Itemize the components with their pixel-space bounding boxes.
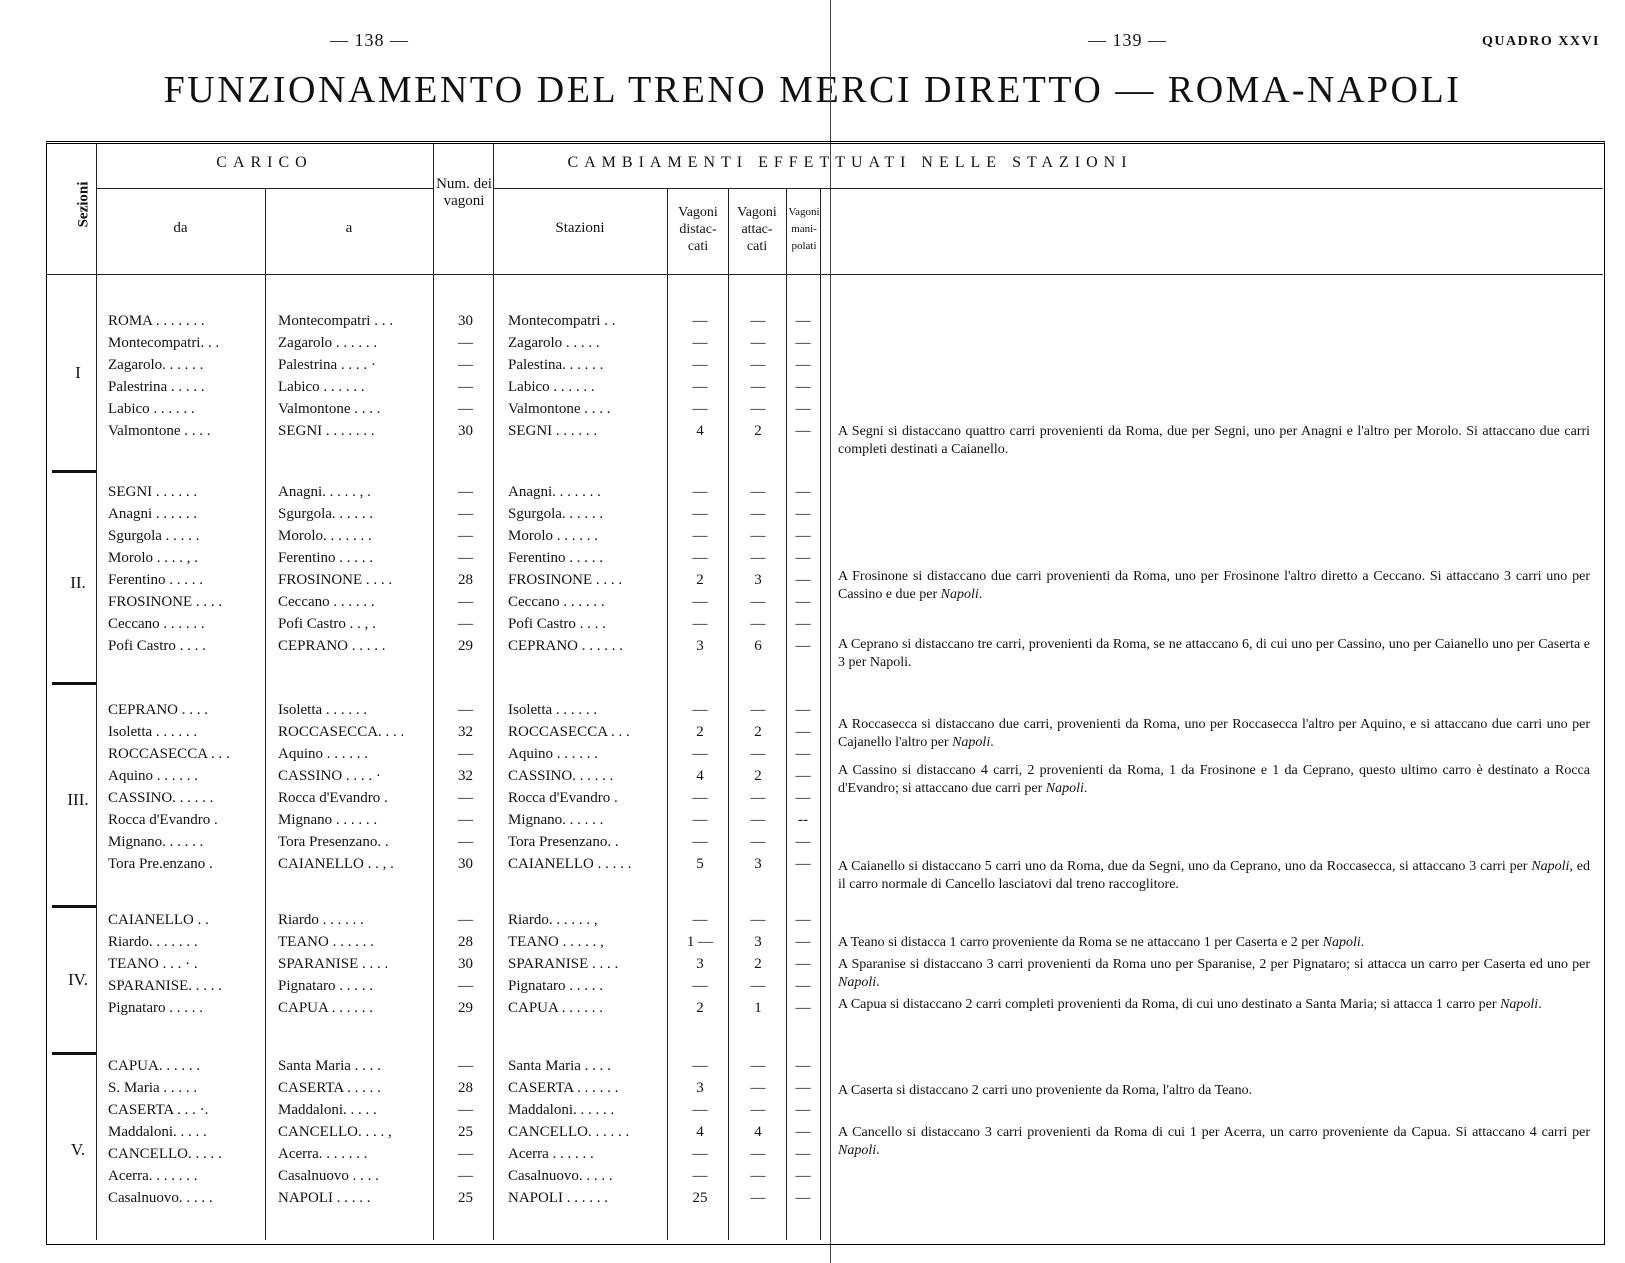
vagoni-attaccati-header: Vagoni attac- cati: [737, 205, 777, 254]
table-row: ROCCASECCA . . . Aquino . . . . . . — Aquino . . . . . . — — —: [108, 746, 811, 762]
table-row: Maddaloni. . . . . CANCELLO. . . . , 25 CANCELLO. . . . . . 4 4 —: [108, 1124, 811, 1140]
table-row: CEPRANO . . . . Isoletta . . . . . . — Isoletta . . . . . . — — —: [108, 702, 811, 718]
section-divider: [52, 682, 96, 685]
section-divider: [52, 1052, 96, 1055]
note-cassino: A Cassino si distaccano 4 carri, 2 provenienti da Roma, 1 da Frosinone e 1 da Ceprano, questo ultimo carro è destinato a Rocca d'Evandro; si attaccano due carri per Napoli.: [838, 763, 1590, 796]
table-row: Pofi Castro . . . . CEPRANO . . . . . 29 CEPRANO . . . . . . 3 6 —: [108, 638, 811, 654]
table-row: Montecompatri. . . Zagarolo . . . . . . — Zagarolo . . . . . — — —: [108, 335, 811, 351]
table-row: Morolo . . . . , . Ferentino . . . . . — Ferentino . . . . . — — —: [108, 550, 811, 566]
sezioni-header: Sezioni: [75, 181, 92, 228]
note-caserta: A Caserta si distaccano 2 carri uno proveniente da Roma, l'altro da Teano.: [838, 1083, 1253, 1098]
table-row: Riardo. . . . . . . TEANO . . . . . . 28 TEANO . . . . . , 1 — 3 —: [108, 934, 811, 950]
note-ceprano: A Ceprano si distaccano tre carri, provenienti da Roma, se ne attaccano 6, di cui uno per Cassino, uno per Caianello uno per Caserta e 3 per Napoli.: [838, 637, 1590, 670]
note-teano: A Teano si distacca 1 carro proveniente da Roma se ne attaccano 1 per Caserta e 2 per Napoli.: [838, 935, 1365, 950]
section-label: III.: [67, 790, 89, 809]
table-row: SEGNI . . . . . . Anagni. . . . . , . — Anagni. . . . . . . — — —: [108, 484, 811, 500]
quadro-label: QUADRO XXVI: [1482, 34, 1600, 49]
section-label: V.: [70, 1140, 86, 1159]
note-sparanise: A Sparanise si distaccano 3 carri provenienti da Roma uno per Sparanise, 2 per Pignataro; si attacca un carro per Caserta ed uno per Napoli.: [838, 957, 1590, 990]
cambiamenti-underline: [493, 188, 1603, 189]
note-roccasecca: A Roccasecca si distaccano due carri, provenienti da Roma, uno per Roccasecca l'altro per Aquino, e si attaccano due carri uno per Cajanello l'altro per Napoli.: [838, 717, 1590, 750]
table-row: Sgurgola . . . . . Morolo. . . . . . . — Morolo . . . . . . — — —: [108, 528, 811, 544]
num-vagoni-header: Num. dei vagoni: [436, 176, 492, 209]
vagoni-distaccati-header: Vagoni distac- cati: [678, 205, 718, 254]
table-row: Casalnuovo. . . . . NAPOLI . . . . . 25 NAPOLI . . . . . . 25 — —: [108, 1190, 811, 1206]
table-row: CAPUA. . . . . . Santa Maria . . . . — Santa Maria . . . . — — —: [108, 1058, 811, 1074]
stazioni-header: Stazioni: [555, 220, 605, 236]
right-page-number: — 139 —: [1088, 30, 1167, 50]
carico-underline: [96, 188, 433, 189]
note-frosinone: A Frosinone si distaccano due carri provenienti da Roma, uno per Frosinone l'altro diretto a Ceccano. Si attaccano 3 carri uno per Cassino e due per Napoli.: [838, 569, 1590, 602]
left-page-number: — 138 —: [330, 30, 409, 50]
table-row: ROMA . . . . . . . Montecompatri . . . 30 Montecompatri . . — — —: [108, 313, 811, 329]
carico-header: CARICO: [216, 154, 313, 171]
cambiamenti-header: CAMBIAMENTI EFFETTUATI NELLE STAZIONI: [567, 154, 1133, 171]
note-capua: A Capua si distaccano 2 carri completi provenienti da Roma, di cui uno destinato a Santa Maria; si attacca 1 carro per Napoli.: [838, 997, 1542, 1012]
table-row: Labico . . . . . . Valmontone . . . . — Valmontone . . . . — — —: [108, 401, 811, 417]
table-row: Anagni . . . . . . Sgurgola. . . . . . — Sgurgola. . . . . . — — —: [108, 506, 811, 522]
table-row: S. Maria . . . . . CASERTA . . . . . 28 CASERTA . . . . . . 3 — —: [108, 1080, 811, 1096]
table-row: FROSINONE . . . . Ceccano . . . . . . — Ceccano . . . . . . — — —: [108, 594, 811, 610]
section-label: II.: [70, 573, 86, 592]
table-row: SPARANISE. . . . . Pignataro . . . . . — Pignataro . . . . . — — —: [108, 978, 811, 994]
section-label: I: [75, 363, 81, 382]
table-row: Zagarolo. . . . . . Palestrina . . . . · — Palestina. . . . . . — — —: [108, 357, 811, 373]
da-header: da: [173, 220, 188, 236]
table-row: CAIANELLO . . Riardo . . . . . . — Riardo. . . . . . , — — —: [108, 912, 811, 928]
section-divider: [52, 470, 96, 473]
note-caianello: A Caianello si distaccano 5 carri uno da Roma, due da Segni, uno da Ceprano, uno da Roccasecca, si attaccano 3 carri per Napoli, ed il carro normale di Cancello lasciatovi dal treno raccoglitore.: [838, 859, 1591, 892]
table-row: CASSINO. . . . . . Rocca d'Evandro . — Rocca d'Evandro . — — —: [108, 790, 811, 806]
note-segni: A Segni si distaccano quattro carri provenienti da Roma, due per Segni, uno per Anagni e l'altro per Morolo. Si attaccano due carri completi destinati a Caianello.: [838, 424, 1590, 457]
table-row: Pignataro . . . . . CAPUA . . . . . . 29 CAPUA . . . . . . 2 1 —: [108, 1000, 811, 1016]
table-row: Mignano. . . . . . Tora Presenzano. . — Tora Presenzano. . — — —: [108, 834, 811, 850]
section-divider: [52, 905, 96, 908]
table-row: Aquino . . . . . . CASSINO . . . . · 32 CASSINO. . . . . . 4 2 —: [108, 768, 811, 784]
note-cancello: A Cancello si distaccano 3 carri provenienti da Roma di cui 1 per Acerra, un carro proveniente da Capua. Si attaccano 4 carri per Napoli.: [838, 1125, 1590, 1158]
table-row: Acerra. . . . . . . Casalnuovo . . . . — Casalnuovo. . . . . — — —: [108, 1168, 811, 1184]
a-header: a: [345, 220, 353, 236]
table-row: Ferentino . . . . . FROSINONE . . . . 28 FROSINONE . . . . 2 3 —: [108, 572, 811, 588]
table-row: Palestrina . . . . . Labico . . . . . . — Labico . . . . . . — — —: [108, 379, 811, 395]
vagoni-manipolati-header: Vagoni mani- polati: [788, 206, 820, 252]
table-row: Tora Pre.enzano . CAIANELLO . . , . 30 CAIANELLO . . . . . 5 3 —: [108, 856, 811, 872]
table-row: Isoletta . . . . . . ROCCASECCA. . . . 32 ROCCASECCA . . . 2 2 —: [108, 724, 811, 740]
table-row: Ceccano . . . . . . Pofi Castro . . , . — Pofi Castro . . . . — — —: [108, 616, 811, 632]
table-row: TEANO . . . · . SPARANISE . . . . 30 SPARANISE . . . . 3 2 —: [108, 956, 811, 972]
table-row: Valmontone . . . . SEGNI . . . . . . . 30 SEGNI . . . . . . 4 2 —: [108, 423, 811, 439]
table-row: Rocca d'Evandro . Mignano . . . . . . — Mignano. . . . . . — — --: [108, 812, 808, 828]
page-title: FUNZIONAMENTO DEL TRENO MERCI DIRETTO — ROMA-NAPOLI: [163, 69, 1462, 111]
table-row: CANCELLO. . . . . Acerra. . . . . . . — Acerra . . . . . . — — —: [108, 1146, 811, 1162]
section-label: IV.: [68, 970, 88, 989]
header-bottom-line: [46, 274, 1603, 275]
table-row: CASERTA . . . ·. Maddaloni. . . . . — Maddaloni. . . . . . — — —: [108, 1102, 811, 1118]
